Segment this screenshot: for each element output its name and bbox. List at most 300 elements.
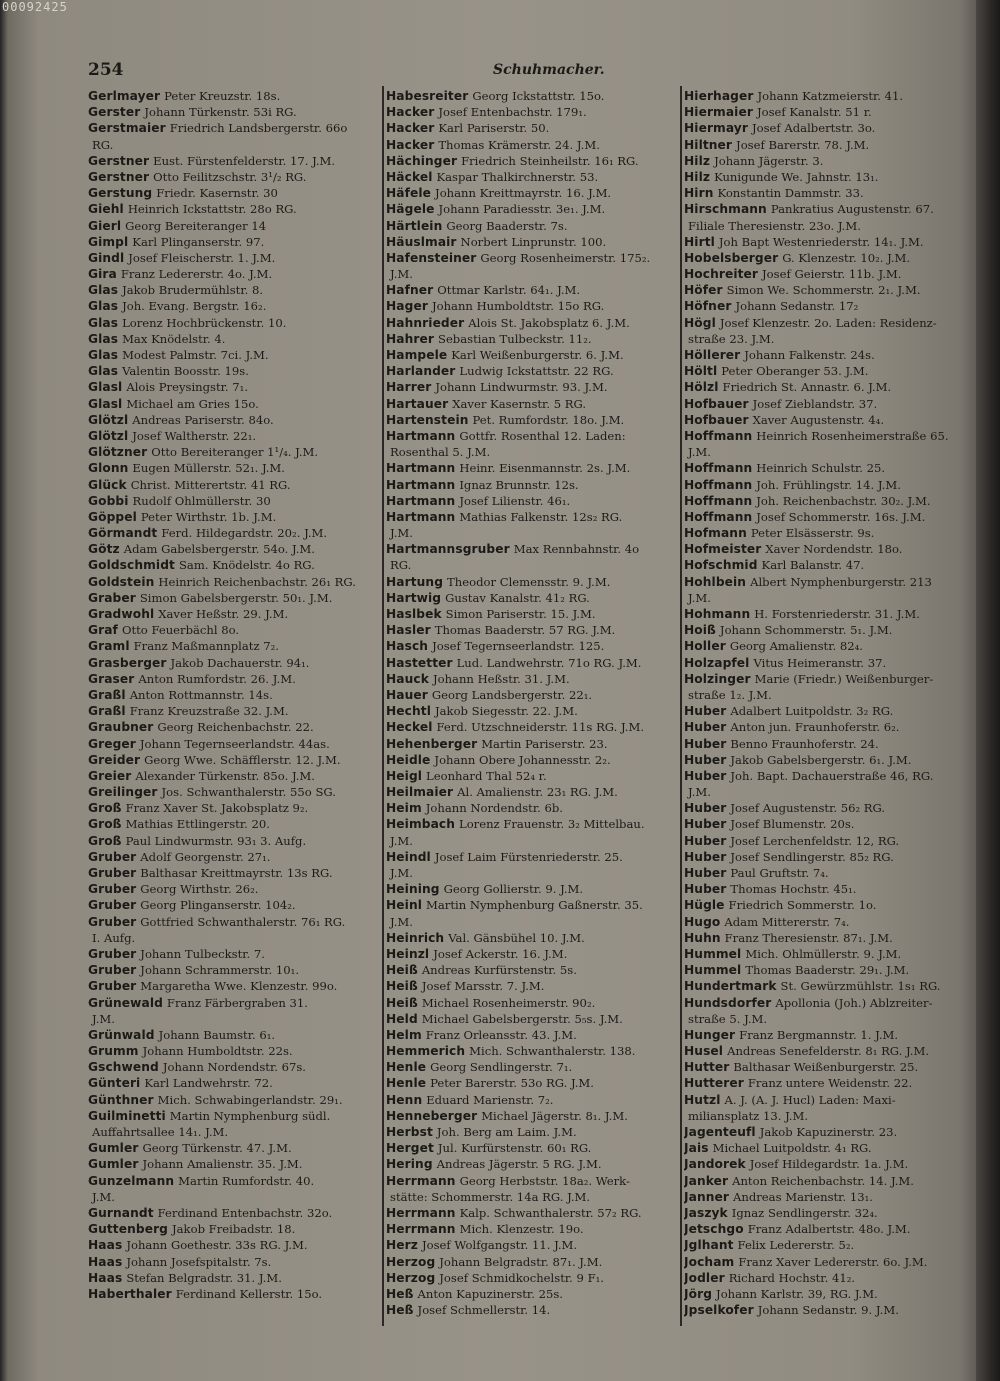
entry-surname: Gierl (88, 218, 122, 233)
entry-details: Friedrich Landsbergerstr. 66o (169, 121, 348, 136)
entry-details: Michael Gabelsbergerstr. 5₅s. J.M. (421, 1011, 623, 1026)
directory-entry (684, 493, 974, 509)
entry-surname: Guilminetti (88, 1108, 166, 1123)
directory-entry (88, 1205, 380, 1221)
page-number: 254 (88, 60, 124, 80)
directory-entry (386, 590, 676, 606)
directory-entry (386, 897, 676, 913)
directory-entry (386, 525, 676, 541)
entry-surname: Heiß (386, 995, 418, 1010)
entry-surname: Häuslmair (386, 234, 457, 249)
entry-surname: Högl (684, 315, 716, 330)
entry-details: Georg Landsbergerstr. 22₁. (431, 687, 593, 702)
entry-details: Georg Amalienstr. 82₄. (729, 639, 863, 654)
directory-entry (684, 137, 974, 153)
directory-entry (88, 153, 380, 169)
entry-surname: Höltl (684, 364, 718, 379)
entry-details: Ottmar Karlstr. 64₁. J.M. (437, 283, 581, 298)
entry-surname: Hiermayr (684, 121, 748, 136)
directory-entry (684, 849, 974, 865)
entry-surname: Hunger (684, 1027, 736, 1042)
entry-details: Johann Schommerstr. 5₁. J.M. (719, 623, 893, 638)
entry-details: Al. Amalienstr. 23₁ RG. J.M. (457, 785, 618, 800)
entry-details: Josef Laim Fürstenriederstr. 25. (434, 849, 623, 864)
entry-details: Anton Kapuzinerstr. 25s. (417, 1286, 563, 1301)
entry-details: Eduard Marienstr. 7₂. (426, 1092, 554, 1107)
directory-entry (684, 347, 974, 363)
entry-details: Rudolf Ohlmüllerstr. 30 (132, 493, 271, 508)
entry-details: Michael am Gries 15o. (126, 396, 259, 411)
directory-entry (684, 784, 974, 800)
entry-surname: Herrmann (386, 1222, 456, 1237)
entry-surname: Gruber (88, 898, 137, 913)
entry-surname: Heindl (386, 849, 431, 864)
directory-entry (684, 298, 974, 314)
entry-details: Peter Elsässerstr. 9s. (750, 526, 875, 541)
directory-entry (684, 331, 974, 347)
entry-surname: Hasch (386, 639, 429, 654)
entry-details: Friedrich Sommerstr. 1o. (728, 898, 877, 913)
entry-surname: Jagenteufl (684, 1125, 756, 1139)
entry-surname: Herz (386, 1238, 418, 1253)
entry-surname: Hiermaier (684, 105, 753, 120)
entry-surname: Gimpl (88, 234, 129, 249)
directory-entry (386, 509, 676, 525)
directory-entry (684, 930, 974, 946)
directory-entry (684, 444, 974, 460)
entry-details: Heinrich Schulstr. 25. (756, 461, 886, 476)
archive-stamp: 00092425 (2, 0, 68, 14)
entry-surname: Holzapfel (684, 655, 750, 670)
directory-entry (386, 1221, 676, 1237)
entry-details: Martin Nymphenburg südl. (169, 1108, 331, 1123)
directory-entry (88, 525, 380, 541)
entry-details: stätte: Schommerstr. 14a RG. J.M. (390, 1189, 591, 1204)
entry-surname: Haas (88, 1270, 123, 1285)
entry-surname: Hastetter (386, 655, 453, 670)
entry-details: Georg Gollierstr. 9. J.M. (443, 882, 584, 897)
directory-entry (386, 574, 676, 590)
entry-details: Ferdinand Kellerstr. 15o. (175, 1286, 323, 1301)
entry-details: Max Rennbahnstr. 4o (513, 542, 640, 557)
entry-details: Josef Sendlingerstr. 85₂ RG. (730, 849, 894, 864)
entry-details: Peter Barerstr. 53o RG. J.M. (430, 1076, 594, 1091)
entry-surname: Heigl (386, 768, 423, 783)
directory-entry (684, 703, 974, 719)
entry-surname: Huber (684, 849, 727, 864)
directory-entry (684, 428, 974, 444)
entry-details: Jul. Kurfürstenstr. 60₁ RG. (437, 1141, 592, 1156)
directory-entry (386, 930, 676, 946)
entry-details: Richard Hochstr. 41₂. (728, 1270, 856, 1285)
directory-entry (684, 315, 974, 331)
directory-entry (386, 104, 676, 120)
entry-surname: Hartmann (386, 477, 456, 492)
entry-details: Thomas Baaderstr. 57 RG. J.M. (434, 623, 616, 638)
entry-surname: Gerstner (88, 169, 150, 184)
entry-details: H. Forstenriederstr. 31. J.M. (754, 607, 920, 621)
directory-entry (88, 881, 380, 897)
entry-surname: Henn (386, 1092, 423, 1107)
entry-details: Johann Nordendstr. 6b. (425, 801, 563, 816)
entry-surname: Höllerer (684, 348, 741, 362)
entry-details: Johann Obere Johannesstr. 2₂. (434, 752, 611, 767)
entry-details: straße 1₂. J.M. (688, 687, 772, 702)
entry-surname: Hochreiter (684, 267, 759, 282)
entry-details: Mich. Schwabingerlandstr. 29₁. (157, 1092, 343, 1107)
entry-details: Joh. Bapt. Dachauerstraße 46, RG. (730, 768, 934, 783)
entry-surname: Hartmann (386, 461, 456, 476)
entry-details: Josef Augustenstr. 56₂ RG. (730, 801, 886, 816)
entry-details: Josef Klenzestr. 2o. Laden: Residenz- (719, 315, 937, 330)
directory-entry (88, 201, 380, 217)
entry-details: Johann Humboldtstr. 22s. (142, 1044, 293, 1059)
entry-details: Andreas Pariserstr. 84o. (132, 412, 274, 427)
entry-details: Johann Paradiesstr. 3e₁. J.M. (438, 202, 606, 217)
directory-entry (88, 1286, 380, 1302)
entry-details: Kunigunde We. Jahnstr. 13₁. (714, 169, 879, 184)
entry-surname: Hohlbein (684, 574, 747, 589)
entry-surname: Huber (684, 833, 727, 848)
entry-surname: Glück (88, 477, 127, 492)
directory-entry (684, 816, 974, 832)
entry-details: Ferdinand Entenbachstr. 32o. (157, 1205, 333, 1220)
entry-details: J.M. (390, 866, 413, 880)
entry-details: Franz untere Weidenstr. 22. (747, 1076, 913, 1091)
entry-details: Paul Lindwurmstr. 93₁ 3. Aufg. (125, 833, 307, 848)
entry-details: Valentin Boosstr. 19s. (122, 364, 249, 379)
entry-surname: Hummel (684, 963, 742, 978)
directory-entry (386, 557, 676, 573)
directory-entry (386, 1075, 676, 1091)
entry-surname: Glas (88, 283, 119, 298)
entry-details: Mathias Falkenstr. 12s₂ RG. (459, 509, 623, 524)
directory-entry (88, 88, 380, 104)
entry-surname: Heilmaier (386, 785, 454, 800)
entry-details: Johann Heßstr. 31. J.M. (432, 671, 570, 686)
directory-entry (386, 978, 676, 994)
directory-entry (386, 185, 676, 201)
entry-surname: Hundertmark (684, 979, 777, 994)
entry-surname: Gerstung (88, 186, 153, 201)
directory-entry (386, 719, 676, 735)
entry-surname: Hutterer (684, 1076, 744, 1091)
entry-surname: Hauck (386, 671, 429, 686)
directory-entry (684, 606, 974, 622)
entry-surname: Hafner (386, 283, 434, 298)
entry-details: Johann Nordendstr. 67s. (162, 1060, 306, 1075)
entry-surname: Harlander (386, 364, 456, 379)
directory-entry (684, 396, 974, 412)
directory-entry (684, 218, 974, 234)
entry-surname: Glas (88, 315, 119, 330)
directory-entry (386, 1270, 676, 1286)
entry-details: Kaspar Thalkirchnerstr. 53. (436, 169, 599, 184)
entry-surname: Gruber (88, 849, 137, 864)
directory-entry (88, 557, 380, 573)
directory-entry (684, 557, 974, 573)
entry-surname: Gerstner (88, 153, 150, 168)
directory-entry (386, 250, 676, 266)
directory-entry (88, 752, 380, 768)
entry-details: Michael Luitpoldstr. 4₁ RG. (712, 1141, 872, 1156)
entry-surname: Götz (88, 542, 120, 557)
entry-details: Josef Tegernseerlandstr. 125. (432, 639, 605, 654)
entry-details: Peter Oberanger 53. J.M. (721, 364, 869, 379)
entry-details: Josef Zieblandstr. 37. (752, 396, 878, 411)
entry-details: Johann Türkenstr. 53i RG. (144, 105, 297, 120)
directory-entry (88, 1075, 380, 1091)
entry-details: Franz Kreuzstraße 32. J.M. (129, 704, 289, 719)
entry-surname: Holzinger (684, 671, 751, 686)
entry-details: Xaver Kasernstr. 5 RG. (452, 396, 587, 411)
entry-surname: Jais (684, 1141, 709, 1156)
directory-entry (684, 978, 974, 994)
entry-details: Josef Hildegardstr. 1a. J.M. (749, 1157, 909, 1172)
entry-details: Josef Wolfgangstr. 11. J.M. (421, 1238, 578, 1253)
directory-entry (386, 169, 676, 185)
directory-entry (88, 396, 380, 412)
entry-details: Xaver Heßstr. 29. J.M. (158, 607, 289, 621)
entry-surname: Hoffmann (684, 428, 753, 443)
directory-entry (88, 493, 380, 509)
entry-surname: Hilz (684, 153, 711, 168)
entry-details: Rosenthal 5. J.M. (390, 445, 491, 460)
directory-entry (88, 137, 380, 153)
entry-surname: Haberthaler (88, 1286, 172, 1301)
entry-surname: Gerstmaier (88, 121, 166, 136)
entry-details: Pankratius Augustenstr. 67. (770, 202, 934, 217)
entry-details: straße 5. J.M. (688, 1011, 768, 1026)
entry-surname: Glas (88, 299, 119, 314)
directory-column-1 (88, 88, 380, 1302)
entry-surname: Greilinger (88, 785, 158, 800)
entry-details: Joh. Berg am Laim. J.M. (436, 1125, 577, 1139)
directory-entry (386, 622, 676, 638)
entry-details: Jakob Gabelsbergerstr. 6₁. J.M. (730, 752, 912, 767)
entry-details: Mathias Ettlingerstr. 20. (125, 817, 270, 832)
directory-entry (88, 298, 380, 314)
entry-surname: Hartauer (386, 396, 449, 411)
directory-entry (88, 250, 380, 266)
entry-surname: Heinrich (386, 930, 445, 945)
entry-details: Johann Josefspitalstr. 7s. (126, 1254, 272, 1269)
entry-details: Theodor Clemensstr. 9. J.M. (447, 574, 611, 589)
directory-entry (88, 1173, 380, 1189)
entry-surname: Hechtl (386, 704, 431, 719)
entry-surname: Huber (684, 866, 727, 880)
entry-details: Marie (Friedr.) Weißenburger- (754, 671, 934, 686)
entry-details: Johann Sedanstr. 9. J.M. (757, 1303, 899, 1318)
entry-details: Jakob Kapuzinerstr. 23. (759, 1125, 898, 1139)
entry-surname: Hundsdorfer (684, 995, 772, 1010)
entry-details: Stefan Belgradstr. 31. J.M. (126, 1270, 282, 1285)
entry-surname: Gschwend (88, 1060, 159, 1075)
directory-entry (386, 946, 676, 962)
entry-surname: Henle (386, 1060, 427, 1075)
directory-entry (88, 655, 380, 671)
entry-surname: Hofbauer (684, 412, 749, 427)
entry-details: Val. Gänsbühel 10. J.M. (448, 930, 585, 945)
entry-details: Simon We. Schommerstr. 2₁. J.M. (726, 283, 921, 298)
entry-surname: Glasl (88, 380, 123, 395)
entry-surname: Goldstein (88, 574, 155, 589)
entry-surname: Grünwald (88, 1027, 155, 1042)
entry-surname: Hasler (386, 623, 431, 638)
directory-entry (684, 687, 974, 703)
entry-details: Adolf Georgenstr. 27₁. (140, 849, 271, 864)
entry-surname: Hahnrieder (386, 315, 465, 330)
directory-entry (684, 104, 974, 120)
entry-details: J.M. (390, 526, 413, 541)
entry-surname: Hutter (684, 1060, 730, 1075)
entry-surname: Hehenberger (386, 736, 478, 751)
entry-details: Ferd. Utzschneiderstr. 11s RG. J.M. (436, 720, 645, 735)
directory-entry (684, 914, 974, 930)
entry-surname: Jetschgo (684, 1222, 744, 1237)
directory-entry (386, 1043, 676, 1059)
entry-details: straße 23. J.M. (688, 331, 775, 346)
entry-details: Heinrich Rosenheimerstraße 65. (756, 428, 949, 443)
entry-details: Johann Karlstr. 39, RG. J.M. (716, 1286, 878, 1301)
entry-details: Pet. Rumfordstr. 18o. J.M. (472, 412, 625, 427)
entry-surname: Glas (88, 331, 119, 346)
entry-details: J.M. (92, 1189, 115, 1204)
entry-details: Thomas Hochstr. 45₁. (730, 882, 857, 897)
entry-details: Karl Weißenburgerstr. 6. J.M. (451, 348, 624, 362)
entry-surname: Günteri (88, 1076, 141, 1091)
entry-surname: Hügle (684, 898, 725, 913)
directory-column-3 (684, 88, 974, 1318)
entry-details: Anton jun. Fraunhoferstr. 6₂. (730, 720, 900, 735)
directory-entry (386, 234, 676, 250)
directory-entry (684, 574, 974, 590)
entry-details: Peter Kreuzstr. 18s. (164, 89, 281, 103)
entry-details: Martin Pariserstr. 23. (481, 736, 608, 751)
entry-details: J.M. (390, 267, 413, 282)
entry-surname: Häckel (386, 169, 433, 184)
entry-details: Franz Xaver St. Jakobsplatz 9₂. (125, 801, 309, 816)
entry-details: Franz Orleansstr. 43. J.M. (425, 1027, 577, 1042)
directory-entry (684, 590, 974, 606)
entry-surname: Haas (88, 1254, 123, 1269)
entry-surname: Greier (88, 768, 132, 783)
entry-details: Josef Kanalstr. 51 r. (756, 105, 872, 120)
entry-details: Georg Ickstattstr. 15o. (472, 89, 605, 103)
entry-details: Adalbert Luitpoldstr. 3₂ RG. (730, 704, 894, 719)
entry-surname: Holler (684, 639, 726, 654)
directory-entry (386, 816, 676, 832)
entry-surname: Goldschmidt (88, 558, 175, 573)
entry-surname: Jpselkofer (684, 1303, 754, 1318)
directory-entry (386, 1108, 676, 1124)
entry-details: Josef Barerstr. 78. J.M. (736, 137, 870, 152)
directory-entry (88, 169, 380, 185)
entry-surname: Heimbach (386, 817, 455, 832)
entry-details: Georg Rosenheimerstr. 175₂. (480, 250, 651, 265)
entry-details: Andreas Jägerstr. 5 RG. J.M. (436, 1157, 602, 1172)
entry-surname: Hartmann (386, 509, 456, 524)
entry-surname: Huber (684, 736, 727, 751)
entry-details: Franz Ledererstr. 4o. J.M. (120, 267, 273, 282)
entry-surname: Hoffmann (684, 509, 753, 524)
directory-entry (684, 1108, 974, 1124)
directory-entry (684, 1092, 974, 1108)
entry-surname: Harrer (386, 380, 432, 395)
entry-details: Josef Blumenstr. 20s. (730, 817, 855, 832)
entry-details: Karl Pariserstr. 50. (438, 121, 550, 136)
entry-surname: Hofmann (684, 526, 747, 541)
directory-entry (684, 1124, 974, 1140)
entry-surname: Hutzl (684, 1092, 721, 1107)
entry-surname: Hartmann (386, 428, 456, 443)
directory-entry (684, 719, 974, 735)
directory-entry (684, 379, 974, 395)
directory-entry (88, 1108, 380, 1124)
directory-entry (88, 833, 380, 849)
entry-surname: Janker (684, 1173, 729, 1188)
directory-entry (88, 218, 380, 234)
entry-details: Modest Palmstr. 7ci. J.M. (122, 348, 269, 362)
entry-details: Gustav Kanalstr. 41₂ RG. (445, 590, 590, 605)
entry-details: Franz Adalbertstr. 48o. J.M. (747, 1222, 911, 1237)
entry-surname: Graubner (88, 720, 154, 735)
directory-entry (386, 477, 676, 493)
directory-entry (88, 412, 380, 428)
directory-entry (88, 1092, 380, 1108)
directory-entry (386, 153, 676, 169)
entry-details: Adam Gabelsbergerstr. 54o. J.M. (123, 542, 315, 557)
directory-entry (386, 1124, 676, 1140)
entry-details: Andreas Senefelderstr. 8₁ RG. J.M. (727, 1044, 929, 1059)
entry-surname: Helm (386, 1027, 422, 1042)
entry-details: Jakob Brudermühlstr. 8. (122, 283, 264, 298)
column-rule (680, 86, 682, 1326)
entry-surname: Hartmannsgruber (386, 542, 510, 557)
directory-entry (386, 363, 676, 379)
entry-details: Otto Feuerbächl 8o. (121, 623, 240, 638)
directory-entry (386, 1011, 676, 1027)
entry-surname: Hohmann (684, 607, 751, 621)
directory-entry (684, 1043, 974, 1059)
directory-entry (88, 266, 380, 282)
entry-surname: Höfer (684, 283, 723, 298)
entry-surname: Jörg (684, 1286, 713, 1301)
entry-details: Vitus Heimeranstr. 37. (753, 655, 887, 670)
entry-details: Johann Baumstr. 6₁. (158, 1027, 276, 1042)
directory-entry (88, 865, 380, 881)
entry-surname: Glas (88, 364, 119, 379)
directory-entry (386, 655, 676, 671)
entry-details: Kalp. Schwanthalerstr. 57₂ RG. (459, 1205, 642, 1220)
entry-details: Otto Bereiteranger 1¹/₄. J.M. (151, 445, 319, 460)
entry-details: J.M. (390, 833, 413, 848)
directory-entry (386, 347, 676, 363)
directory-entry (88, 687, 380, 703)
directory-entry (386, 914, 676, 930)
entry-surname: Graf (88, 623, 118, 638)
entry-surname: Heiß (386, 979, 418, 994)
entry-surname: Hiltner (684, 137, 733, 152)
directory-entry (386, 315, 676, 331)
directory-entry (684, 1156, 974, 1172)
entry-details: Adam Mittererstr. 7₄. (724, 914, 850, 929)
directory-entry (684, 477, 974, 493)
directory-entry (88, 1011, 380, 1027)
entry-details: Johann Kreittmayrstr. 16. J.M. (435, 186, 612, 201)
page-header (88, 60, 968, 84)
entry-details: Friedrich St. Annastr. 6. J.M. (722, 380, 892, 395)
